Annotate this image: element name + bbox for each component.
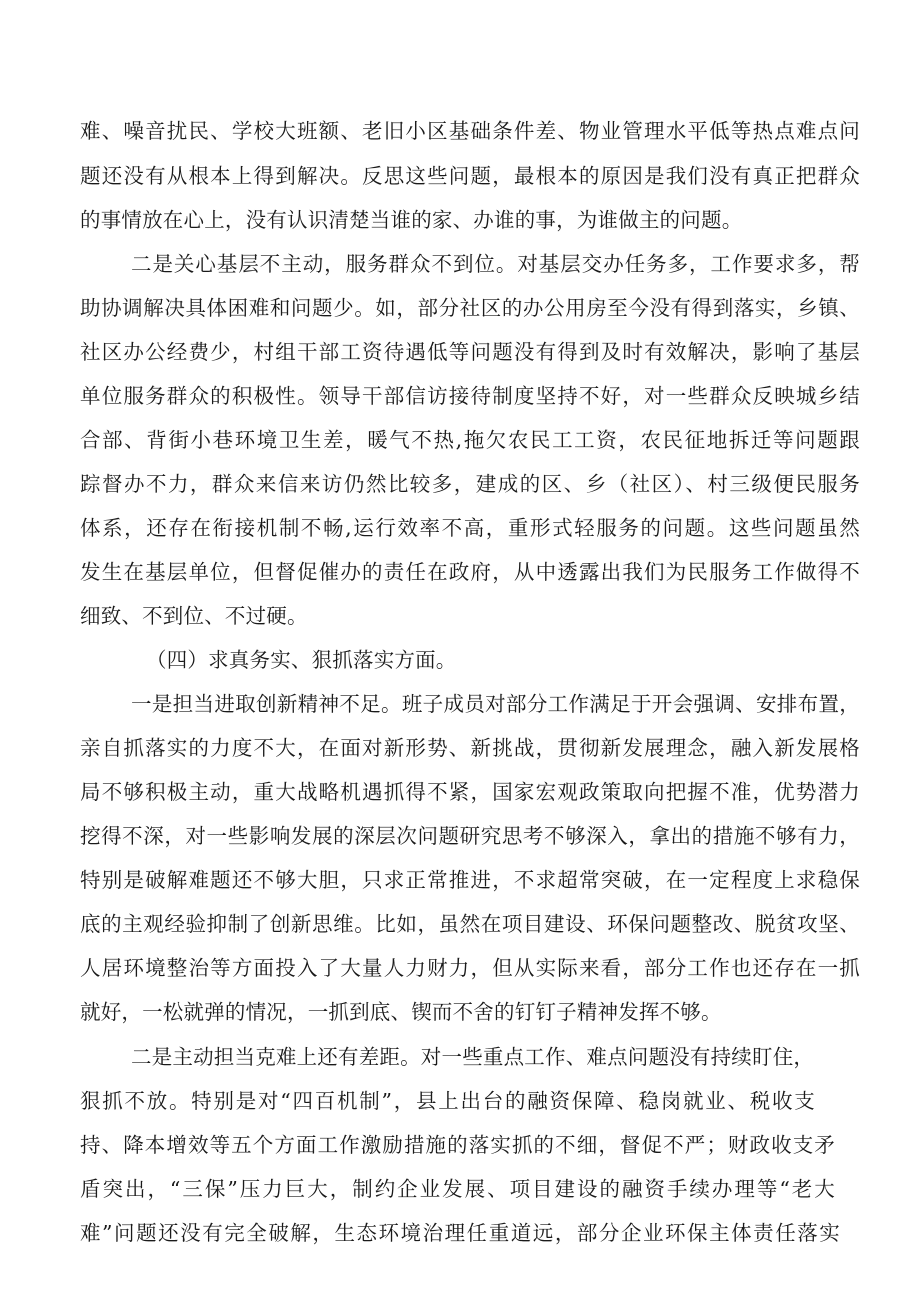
paragraph-3-line-7: 人居环境整治等方面投入了大量人力财力，但从实际来看，部分工作也还存在一抓 (80, 956, 860, 980)
paragraph-2-line-8: 发生在基层单位，但督促催办的责任在政府，从中透露出我们为民服务工作做得不 (80, 560, 860, 584)
paragraph-2-line-7: 体系，还存在衔接机制不畅,运行效率不高，重形式轻服务的问题。这些问题虽然 (80, 516, 860, 540)
paragraph-4-line-4: 盾突出，“三保”压力巨大，制约企业发展、项目建设的融资手续办理等“老大 (80, 1177, 835, 1201)
paragraph-3-line-5: 特别是破解难题还不够大胆，只求正常推进，不求超常突破，在一定程度上求稳保 (80, 868, 860, 892)
paragraph-2-line-3: 社区办公经费少，村组干部工资待遇低等问题没有得到及时有效解决，影响了基层 (80, 340, 860, 364)
paragraph-4-line-3: 持、降本增效等五个方面工作激励措施的落实抓的不细，督促不严；财政收支矛 (80, 1133, 835, 1157)
paragraph-2-line-9: 细致、不到位、不过硬。 (80, 604, 308, 628)
paragraph-3-line-3: 局不够积极主动，重大战略机遇抓得不紧，国家宏观政策取向把握不准，优势潜力 (80, 780, 860, 804)
paragraph-2-line-5: 合部、背街小巷环境卫生差，暖气不热,拖欠农民工工资，农民征地拆迁等问题跟 (80, 428, 860, 452)
paragraph-2-line-1: 二是关心基层不主动，服务群众不到位。对基层交办任务多，工作要求多，帮 (131, 252, 860, 276)
paragraph-1-line-3: 的事情放在心上，没有认识清楚当谁的家、办谁的事，为谁做主的问题。 (80, 208, 743, 232)
paragraph-2-line-6: 踪督办不力，群众来信来访仍然比较多，建成的区、乡（社区）、村三级便民服务 (80, 472, 860, 496)
section-heading-4: （四）求真务实、狠抓落实方面。 (146, 648, 457, 672)
paragraph-2-line-2: 助协调解决具体困难和问题少。如，部分社区的办公用房至今没有得到落实，乡镇、 (80, 296, 860, 320)
paragraph-3-line-1: 一是担当进取创新精神不足。班子成员对部分工作满足于开会强调、安排布置， (131, 692, 860, 716)
paragraph-3-line-4: 挖得不深，对一些影响发展的深层次问题研究思考不够深入，拿出的措施不够有力， (80, 824, 860, 848)
paragraph-4-line-1: 二是主动担当克难上还有差距。对一些重点工作、难点问题没有持续盯住， (131, 1045, 815, 1069)
paragraph-1-line-1: 难、噪音扰民、学校大班额、老旧小区基础条件差、物业管理水平低等热点难点问 (80, 119, 860, 143)
paragraph-3-line-6: 底的主观经验抑制了创新思维。比如，虽然在项目建设、环保问题整改、脱贫攻坚、 (80, 912, 860, 936)
paragraph-3-line-2: 亲自抓落实的力度不大，在面对新形势、新挑战，贯彻新发展理念，融入新发展格 (80, 736, 860, 760)
paragraph-1-line-2: 题还没有从根本上得到解决。反思这些问题，最根本的原因是我们没有真正把群众 (80, 164, 860, 188)
paragraph-2-line-4: 单位服务群众的积极性。领导干部信访接待制度坚持不好，对一些群众反映城乡结 (80, 384, 860, 408)
paragraph-4-line-2: 狠抓不放。特别是对“四百机制”，县上出台的融资保障、稳岗就业、税收支 (80, 1089, 815, 1113)
paragraph-4-line-5: 难”问题还没有完全破解，生态环境治理任重道远，部分企业环保主体责任落实 (80, 1221, 840, 1245)
paragraph-3-line-8: 就好，一松就弹的情况，一抓到底、锲而不舍的钉钉子精神发挥不够。 (80, 1000, 722, 1024)
